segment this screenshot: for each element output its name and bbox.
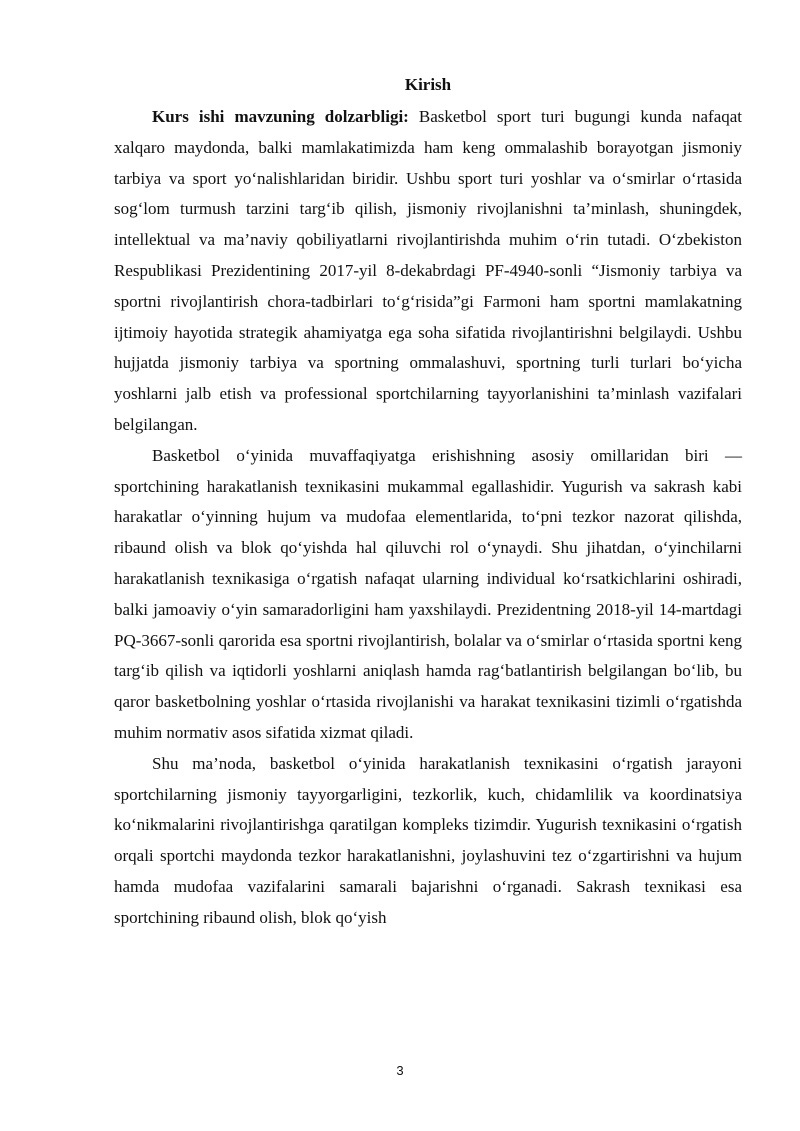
paragraph-relevance [114,102,742,441]
section-title: Kirish [404,75,452,94]
paragraph-text: Basketbol sport turi bugungi kunda nafaqat xalqaro maydonda, balki mamlakatimizda ham keng ommalashib borayotgan jismoniy tarbiya va sport yo‘nalishlaridan biridir. Ushbu sport turi yoshlar va o‘smirlar o‘rtasida sog‘lom turmush tarzini targ‘ib qilish, jismoniy rivojlanishni ta’minlash, shuningdek, intellektual va ma’naviy qobiliyatlarni rivojlantirishda muhim o‘rin tutadi. O‘zbekiston Respublikasi Prezidentining 2017-yil 8-dekabrdagi PF-4940-sonli “Jismoniy tarbiya va sportni rivojlantirish chora-tadbirlari to‘g‘risida”gi Farmoni ham sportni mamlakatning ijtimoiy hayotida strategik ahamiyatga ega soha sifatida rivojlantirishni belgilaydi. Ushbu hujjatda jismoniy tarbiya va sportning ommalashuvi, sportning turli turlari bo‘yicha yoshlarni jalb etish va professional sportchilarning tayyorlanishini ta’minlash vazifalari belgilangan. [114,107,743,434]
paragraph-lead: Kurs ishi mavzuning dolzarbligi: [152,107,409,126]
paragraph-technique [114,441,742,749]
paragraph-training [114,749,742,934]
page-number: 3 [396,1063,404,1078]
paragraph-text: Basketbol o‘yinida muvaffaqiyatga erishishning asosiy omillaridan biri — sportchining harakatlanish texnikasini mukammal egallashidir. Yugurish va sakrash kabi harakatlar o‘yinning hujum va mudofaa elementlarida, to‘pni tezkor nazorat qilishda, ribaund olish va blok qo‘yishda hal qiluvchi rol o‘ynaydi. Shu jihatdan, o‘yinchilarni harakatlanish texnikasiga o‘rgatish nafaqat ularning individual ko‘rsatkichlarini oshiradi, balki jamoaviy o‘yin samaradorligini ham yaxshilaydi. Prezidentning 2018-yil 14-martdagi PQ-3667-sonli qarorida esa sportni rivojlantirish, bolalar va o‘smirlar o‘rtasida sportni keng targ‘ib qilish va iqtidorli yoshlarni aniqlash hamda rag‘batlantirish belgilangan bo‘lib, bu qaror basketbolning yoshlar o‘rtasida rivojlanishi va harakat texnikasini tizimli o‘rgatishda muhim normativ asos sifatida xizmat qiladi. [114,445,742,742]
paragraph-text: Shu ma’noda, basketbol o‘yinida harakatlanish texnikasini o‘rgatish jarayoni sportchilarning jismoniy tayyorgarligini, tezkorlik, kuch, chidamlilik va koordinatsiya ko‘nikmalarini rivojlantirishga qaratilgan kompleks tizimdir. Yugurish texnikasini o‘rgatish orqali sportchi maydonda tezkor harakatlanishni, joylashuvini tez o‘zgartirishni va hujum hamda mudofaa vazifalarini samarali bajarishni o‘rganadi. Sakrash texnikasi esa sportchining ribaund olish, blok qo‘yish [114,753,742,927]
page-content [114,70,742,934]
